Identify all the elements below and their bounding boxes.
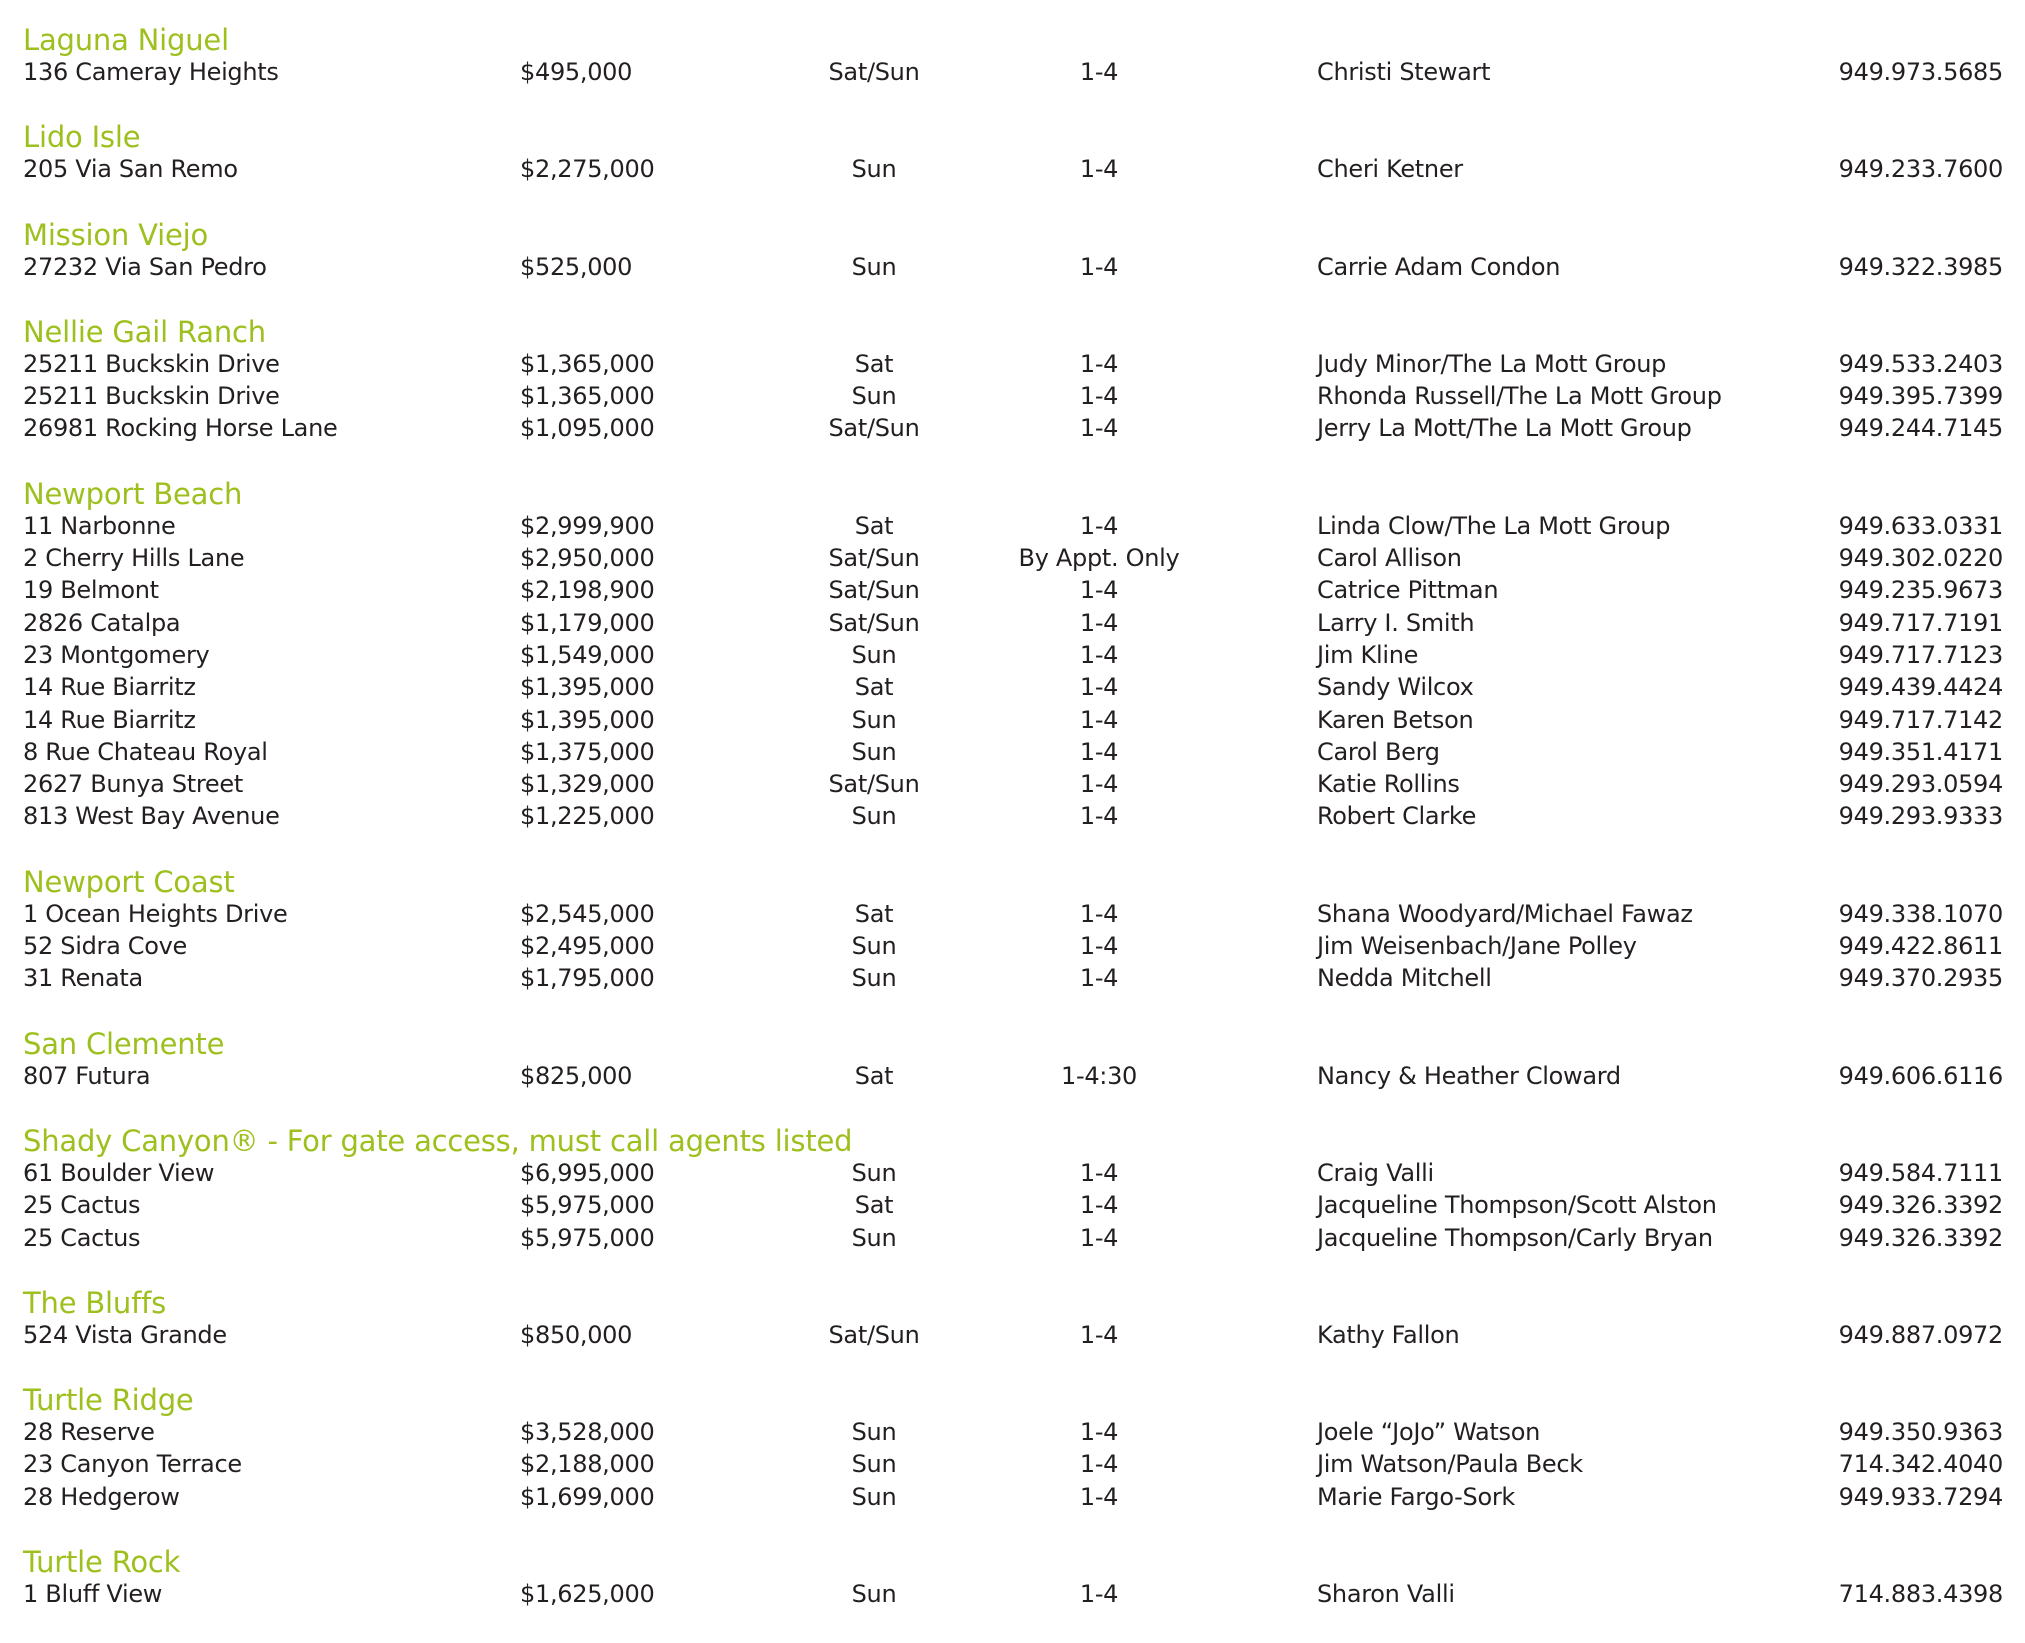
- listing-address: 807 Futura: [23, 1061, 151, 1090]
- community-section: [0, 1287, 2025, 1351]
- listing-time: 1-4: [1079, 932, 1119, 961]
- listing-price: $2,275,000: [520, 155, 655, 184]
- listing-time: 1-4: [1079, 58, 1119, 86]
- listing-days: Sun: [851, 964, 897, 993]
- listing-price: $1,365,000: [520, 349, 655, 378]
- listing-days: Sat/Sun: [828, 58, 920, 86]
- listing-phone: 949.370.2935: [1838, 964, 2003, 993]
- listing-phone: 949.933.7294: [1838, 1482, 2003, 1511]
- listing-agent: Jacqueline Thompson/Scott Alston: [1317, 1191, 1717, 1220]
- listing-row: [0, 542, 2025, 574]
- listing-row: [0, 639, 2025, 671]
- listing-price: $495,000: [520, 58, 633, 86]
- listing-phone: 949.633.0331: [1838, 511, 2003, 540]
- listing-row: [0, 1481, 2025, 1513]
- listing-phone: 949.717.7191: [1838, 608, 2003, 637]
- listing-price: $1,625,000: [520, 1580, 655, 1609]
- listing-days: Sun: [851, 382, 897, 411]
- community-section: [0, 316, 2025, 445]
- listing-days: Sat/Sun: [828, 608, 920, 637]
- listing-time: 1-4: [1079, 1450, 1119, 1479]
- listing-row: [0, 607, 2025, 639]
- listing-agent: Larry I. Smith: [1317, 608, 1475, 637]
- listing-days: Sat: [854, 511, 894, 540]
- community-section: [0, 1125, 2025, 1254]
- listing-phone: 949.717.7123: [1838, 640, 2003, 669]
- listing-row: [0, 1222, 2025, 1254]
- community-section: [0, 219, 2025, 283]
- listing-days: Sat/Sun: [828, 576, 920, 605]
- listing-time: 1-4: [1079, 1320, 1119, 1349]
- listing-agent: Jacqueline Thompson/Carly Bryan: [1317, 1223, 1713, 1252]
- listing-phone: 949.293.0594: [1838, 770, 2003, 799]
- listing-time: By Appt. Only: [1018, 544, 1180, 573]
- community-section: [0, 1028, 2025, 1092]
- listing-address: 28 Reserve: [23, 1418, 155, 1447]
- listing-price: $2,545,000: [520, 899, 655, 928]
- listing-row: [0, 1060, 2025, 1092]
- listing-agent: Nancy & Heather Cloward: [1317, 1061, 1621, 1090]
- listing-address: 14 Rue Biarritz: [23, 673, 196, 702]
- listing-address: 14 Rue Biarritz: [23, 705, 196, 734]
- listing-row: [0, 1578, 2025, 1610]
- listing-agent: Kathy Fallon: [1317, 1320, 1460, 1349]
- listing-days: Sat: [854, 1061, 894, 1090]
- listing-row: [0, 930, 2025, 962]
- listing-time: 1-4: [1079, 414, 1119, 443]
- listing-days: Sun: [851, 640, 897, 669]
- listing-address: 1 Bluff View: [23, 1580, 163, 1609]
- listing-agent: Karen Betson: [1317, 705, 1474, 734]
- listing-phone: 949.606.6116: [1838, 1061, 2003, 1090]
- listing-phone: 949.338.1070: [1838, 899, 2003, 928]
- listing-address: 25 Cactus: [23, 1223, 141, 1252]
- listing-phone: 949.533.2403: [1838, 349, 2003, 378]
- listing-agent: Joele “JoJo” Watson: [1317, 1418, 1541, 1447]
- community-section: [0, 24, 2025, 88]
- listing-row: [0, 153, 2025, 185]
- listing-time: 1-4: [1079, 705, 1119, 734]
- listing-price: $6,995,000: [520, 1158, 655, 1187]
- listing-price: $825,000: [520, 1061, 633, 1090]
- listing-agent: Nedda Mitchell: [1317, 964, 1492, 993]
- community-heading: The Bluffs: [23, 1285, 167, 1320]
- community-heading: Laguna Niguel: [23, 23, 229, 57]
- listing-address: 2 Cherry Hills Lane: [23, 544, 245, 573]
- listing-time: 1-4: [1079, 155, 1119, 184]
- listing-phone: 949.350.9363: [1838, 1418, 2003, 1447]
- listing-days: Sun: [851, 1418, 897, 1447]
- listing-phone: 949.322.3985: [1838, 252, 2003, 281]
- listing-address: 28 Hedgerow: [23, 1482, 180, 1511]
- listing-agent: Carrie Adam Condon: [1317, 252, 1561, 281]
- listing-row: [0, 251, 2025, 283]
- listing-agent: Craig Valli: [1317, 1158, 1434, 1187]
- listing-address: 813 West Bay Avenue: [23, 802, 280, 831]
- listing-agent: Jim Weisenbach/Jane Polley: [1317, 932, 1637, 961]
- listing-address: 25211 Buckskin Drive: [23, 349, 280, 378]
- listing-agent: Jerry La Mott/The La Mott Group: [1317, 414, 1692, 443]
- listing-phone: 949.395.7399: [1838, 382, 2003, 411]
- listing-phone: 949.244.7145: [1838, 414, 2003, 443]
- listing-phone: 949.326.3392: [1838, 1223, 2003, 1252]
- listing-time: 1-4: [1079, 1482, 1119, 1511]
- listing-days: Sun: [851, 932, 897, 961]
- listing-row: [0, 1189, 2025, 1221]
- listing-row: [0, 412, 2025, 444]
- listing-agent: Carol Allison: [1317, 544, 1462, 573]
- listing-phone: 949.235.9673: [1838, 576, 2003, 605]
- listing-agent: Marie Fargo-Sork: [1317, 1482, 1516, 1511]
- listing-agent: Rhonda Russell/The La Mott Group: [1317, 382, 1722, 411]
- community-heading: Nellie Gail Ranch: [23, 314, 266, 349]
- listing-price: $525,000: [520, 252, 633, 281]
- listing-price: $1,225,000: [520, 802, 655, 831]
- listing-address: 23 Canyon Terrace: [23, 1450, 242, 1479]
- listing-address: 2627 Bunya Street: [23, 770, 243, 799]
- community-section: [0, 121, 2025, 185]
- listing-row: [0, 704, 2025, 736]
- listing-time: 1-4: [1079, 899, 1119, 928]
- listing-days: Sun: [851, 802, 897, 831]
- listing-row: [0, 1448, 2025, 1480]
- listing-days: Sun: [851, 1450, 897, 1479]
- listing-agent: Christi Stewart: [1317, 58, 1491, 86]
- listing-price: $1,365,000: [520, 382, 655, 411]
- community-section: [0, 1384, 2025, 1513]
- listing-price: $1,095,000: [520, 414, 655, 443]
- listing-price: $2,999,900: [520, 511, 655, 540]
- listing-price: $2,950,000: [520, 544, 655, 573]
- community-section: [0, 1546, 2025, 1610]
- listing-price: $1,549,000: [520, 640, 655, 669]
- listing-address: 136 Cameray Heights: [23, 58, 279, 86]
- listing-days: Sun: [851, 155, 897, 184]
- listing-price: $3,528,000: [520, 1418, 655, 1447]
- listing-time: 1-4: [1079, 608, 1119, 637]
- listing-price: $1,395,000: [520, 705, 655, 734]
- listing-address: 19 Belmont: [23, 576, 159, 605]
- listing-phone: 949.584.7111: [1838, 1158, 2003, 1187]
- listing-agent: Shana Woodyard/Michael Fawaz: [1317, 899, 1693, 928]
- listing-address: 8 Rue Chateau Royal: [23, 737, 268, 766]
- listing-time: 1-4: [1079, 511, 1119, 540]
- community-section: [0, 866, 2025, 995]
- listing-row: [0, 962, 2025, 994]
- listing-days: Sat: [854, 1191, 894, 1220]
- listing-price: $1,395,000: [520, 673, 655, 702]
- listing-agent: Carol Berg: [1317, 737, 1440, 766]
- listing-address: 205 Via San Remo: [23, 155, 238, 184]
- listing-price: $5,975,000: [520, 1223, 655, 1252]
- listing-phone: 949.293.9333: [1838, 802, 2003, 831]
- listing-row: [0, 671, 2025, 703]
- listing-time: 1-4: [1079, 252, 1119, 281]
- listing-phone: 949.439.4424: [1838, 673, 2003, 702]
- listing-days: Sat: [854, 673, 894, 702]
- listing-agent: Jim Kline: [1317, 640, 1419, 669]
- community-section: [0, 478, 2025, 833]
- listing-days: Sun: [851, 1580, 897, 1609]
- listing-time: 1-4: [1079, 770, 1119, 799]
- listing-time: 1-4: [1079, 1158, 1119, 1187]
- listing-address: 27232 Via San Pedro: [23, 252, 267, 281]
- listing-address: 25211 Buckskin Drive: [23, 382, 280, 411]
- listing-agent: Sandy Wilcox: [1317, 673, 1474, 702]
- listing-days: Sat/Sun: [828, 544, 920, 573]
- listing-address: 1 Ocean Heights Drive: [23, 899, 288, 928]
- listing-agent: Sharon Valli: [1317, 1580, 1455, 1609]
- listing-row: [0, 380, 2025, 412]
- listing-time: 1-4: [1079, 737, 1119, 766]
- listing-address: 52 Sidra Cove: [23, 932, 188, 961]
- listing-days: Sun: [851, 705, 897, 734]
- listing-price: $2,188,000: [520, 1450, 655, 1479]
- listing-time: 1-4: [1079, 964, 1119, 993]
- listing-price: $1,699,000: [520, 1482, 655, 1511]
- listing-time: 1-4:30: [1060, 1061, 1138, 1090]
- listing-price: $1,179,000: [520, 608, 655, 637]
- listing-row: [0, 348, 2025, 380]
- listing-days: Sun: [851, 1482, 897, 1511]
- listing-phone: 949.326.3392: [1838, 1191, 2003, 1220]
- listing-row: [0, 1416, 2025, 1448]
- listing-row: [0, 768, 2025, 800]
- listing-time: 1-4: [1079, 1191, 1119, 1220]
- listing-time: 1-4: [1079, 349, 1119, 378]
- listing-time: 1-4: [1079, 1580, 1119, 1609]
- listing-phone: 949.717.7142: [1838, 705, 2003, 734]
- listing-address: 524 Vista Grande: [23, 1320, 227, 1349]
- listing-address: 26981 Rocking Horse Lane: [23, 414, 338, 443]
- listing-row: [0, 736, 2025, 768]
- listing-price: $2,495,000: [520, 932, 655, 961]
- listing-phone: 949.422.8611: [1838, 932, 2003, 961]
- listing-days: Sat/Sun: [828, 414, 920, 443]
- listing-price: $1,795,000: [520, 964, 655, 993]
- listing-address: 2826 Catalpa: [23, 608, 181, 637]
- community-heading: Shady Canyon® - For gate access, must call agents listed: [23, 1123, 853, 1158]
- listing-price: $5,975,000: [520, 1191, 655, 1220]
- listing-agent: Catrice Pittman: [1317, 576, 1499, 605]
- listing-days: Sat/Sun: [828, 1320, 920, 1349]
- listing-address: 23 Montgomery: [23, 640, 210, 669]
- listing-days: Sun: [851, 1158, 897, 1187]
- community-heading: Turtle Rock: [23, 1545, 181, 1580]
- listing-days: Sun: [851, 737, 897, 766]
- listing-time: 1-4: [1079, 576, 1119, 605]
- listing-phone: 714.883.4398: [1838, 1580, 2003, 1609]
- community-heading: Newport Beach: [23, 476, 243, 511]
- community-heading: Mission Viejo: [23, 217, 208, 252]
- listing-agent: Cheri Ketner: [1317, 155, 1463, 184]
- community-heading: Newport Coast: [23, 864, 235, 899]
- listing-address: 25 Cactus: [23, 1191, 141, 1220]
- listing-time: 1-4: [1079, 673, 1119, 702]
- listing-time: 1-4: [1079, 1418, 1119, 1447]
- listing-agent: Judy Minor/The La Mott Group: [1317, 349, 1667, 378]
- listing-time: 1-4: [1079, 382, 1119, 411]
- listing-address: 31 Renata: [23, 964, 143, 993]
- open-house-listing: [0, 24, 2025, 1643]
- listing-phone: 949.351.4171: [1838, 737, 2003, 766]
- listing-address: 11 Narbonne: [23, 511, 176, 540]
- community-heading: Turtle Ridge: [23, 1383, 194, 1418]
- listing-row: [0, 56, 2025, 88]
- listing-time: 1-4: [1079, 640, 1119, 669]
- community-heading: San Clemente: [23, 1026, 225, 1061]
- listing-address: 61 Boulder View: [23, 1158, 215, 1187]
- listing-phone: 949.887.0972: [1838, 1320, 2003, 1349]
- listing-price: $1,329,000: [520, 770, 655, 799]
- community-heading: Lido Isle: [23, 120, 141, 155]
- listing-days: Sun: [851, 1223, 897, 1252]
- listing-row: [0, 898, 2025, 930]
- listing-phone: 949.973.5685: [1838, 58, 2003, 86]
- listing-agent: Robert Clarke: [1317, 802, 1477, 831]
- listing-agent: Linda Clow/The La Mott Group: [1317, 511, 1671, 540]
- listing-row: [0, 510, 2025, 542]
- listing-agent: Katie Rollins: [1317, 770, 1460, 799]
- listing-row: [0, 800, 2025, 832]
- listing-agent: Jim Watson/Paula Beck: [1317, 1450, 1583, 1479]
- listing-days: Sun: [851, 252, 897, 281]
- listing-row: [0, 1157, 2025, 1189]
- listing-time: 1-4: [1079, 1223, 1119, 1252]
- listing-time: 1-4: [1079, 802, 1119, 831]
- listing-row: [0, 1319, 2025, 1351]
- listing-price: $850,000: [520, 1320, 633, 1349]
- listing-days: Sat: [854, 349, 894, 378]
- listing-price: $1,375,000: [520, 737, 655, 766]
- listing-phone: 949.233.7600: [1838, 155, 2003, 184]
- listing-phone: 714.342.4040: [1838, 1450, 2003, 1479]
- listing-phone: 949.302.0220: [1838, 544, 2003, 573]
- listing-price: $2,198,900: [520, 576, 655, 605]
- listing-days: Sat: [854, 899, 894, 928]
- listing-row: [0, 574, 2025, 606]
- listing-days: Sat/Sun: [828, 770, 920, 799]
